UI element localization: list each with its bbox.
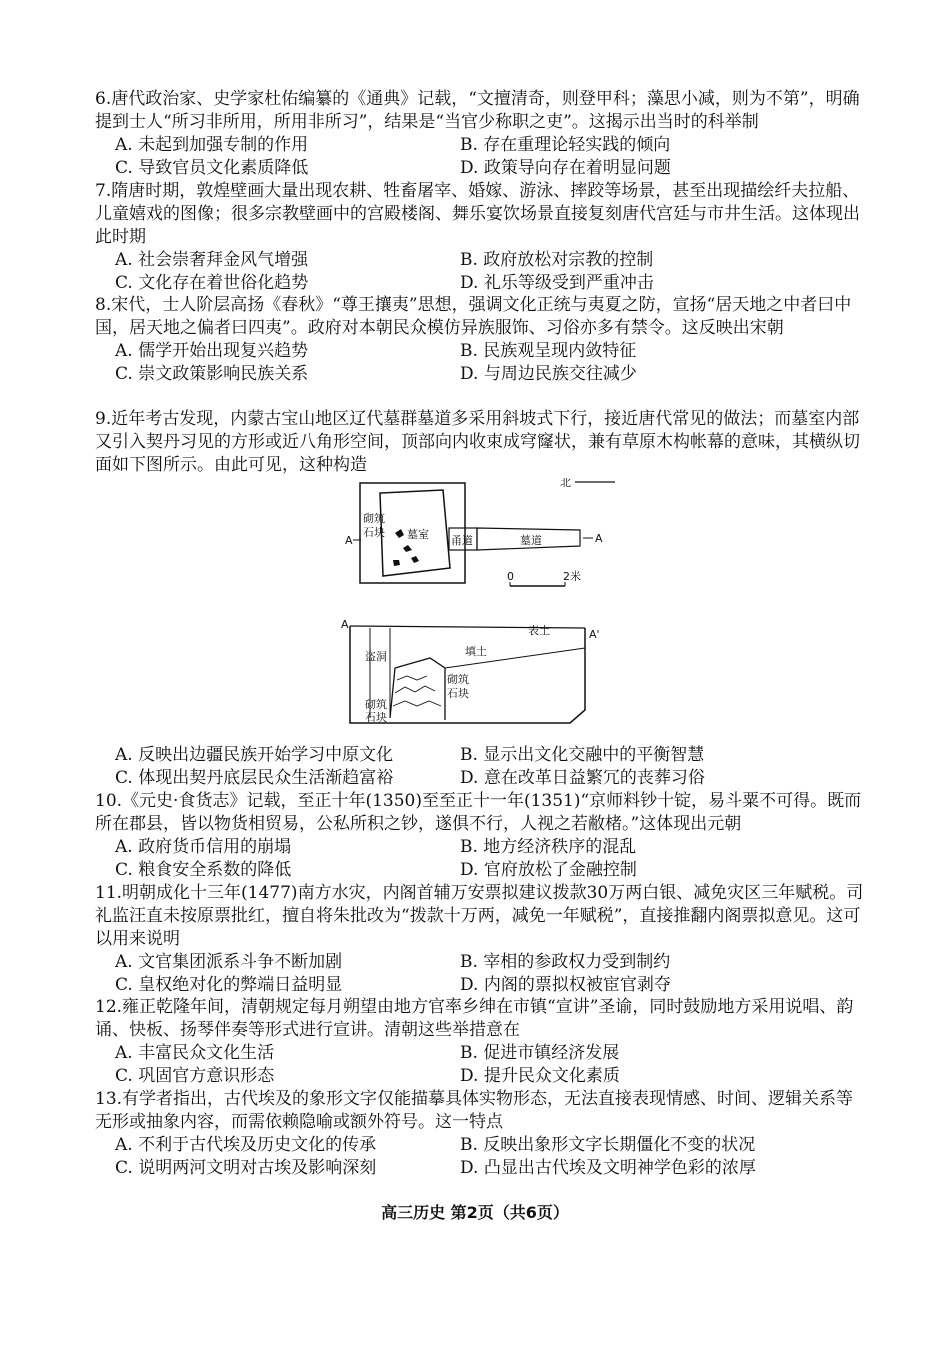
plan-passage-label: 墓道	[520, 534, 542, 547]
plan-corridor-label: 甬道	[451, 534, 473, 547]
option-d: D. 与周边民族交往减少	[460, 364, 637, 384]
question-13	[95, 1088, 865, 1180]
section-brick-label-4: 石块	[365, 711, 387, 724]
section-stone-blocks	[393, 676, 441, 706]
scale-0: 0	[507, 570, 514, 583]
options	[115, 836, 865, 882]
options	[115, 249, 865, 295]
question-10	[95, 790, 865, 882]
option-b: B. 显示出文化交融中的平衡智慧	[460, 745, 705, 765]
option-c: C. 导致官员文化素质降低	[115, 158, 309, 178]
option-c: C. 体现出契丹底层民众生活渐趋富裕	[115, 768, 394, 788]
option-c: C. 文化存在着世俗化趋势	[115, 273, 309, 293]
option-d: D. 官府放松了金融控制	[460, 860, 637, 880]
option-a: A. 丰富民众文化生活	[115, 1043, 275, 1063]
option-b: B. 民族观呈现内敛特征	[460, 341, 637, 361]
option-b: B. 政府放松对宗教的控制	[460, 250, 654, 270]
question-9-options	[95, 744, 865, 790]
north-label: 北	[560, 478, 571, 489]
tomb-diagram-svg	[335, 478, 625, 748]
option-b: B. 反映出象形文字长期僵化不变的状况	[460, 1135, 756, 1155]
scale-2m: 2米	[563, 570, 581, 583]
question-6	[95, 88, 865, 180]
question-7	[95, 180, 865, 295]
option-a: A. 社会崇奢拜金风气增强	[115, 250, 309, 270]
option-d: D. 意在改革日益繁冗的丧葬习俗	[460, 768, 705, 788]
question-12	[95, 996, 865, 1088]
section-fill-label: 填土	[465, 645, 487, 658]
option-c: C. 崇文政策影响民族关系	[115, 364, 309, 384]
option-c: C. 粮食安全系数的降低	[115, 860, 292, 880]
question-stem: 12.雍正乾隆年间，清朝规定每月朔望由地方官率乡绅在市镇“宣讲”圣谕，同时鼓励地方采用说唱、韵诵、快板、扬琴伴奏等形式进行宣讲。清朝这些举措意在	[95, 997, 854, 1040]
option-d: D. 内阁的票拟权被宦官剥夺	[460, 975, 671, 995]
option-a: A. 文官集团派系斗争不断加剧	[115, 952, 343, 972]
question-8	[95, 294, 865, 386]
option-a: A. 政府货币信用的崩塌	[115, 837, 292, 857]
question-11	[95, 882, 865, 997]
question-stem: 10.《元史·食货志》记载，至正十年(1350)至至正十一年(1351)“京师料钞十锭，易斗粟不可得。既而所在郡县，皆以物货相贸易，公私所积之钞，遂俱不行，人视之若敝楮。”这体现出元朝	[95, 791, 862, 834]
option-a: A. 反映出边疆民族开始学习中原文化	[115, 745, 394, 765]
option-b: B. 存在重理论轻实践的倾向	[460, 135, 671, 155]
question-stem: 9.近年考古发现，内蒙古宝山地区辽代墓群墓道多采用斜坡式下行，接近唐代常见的做法；而墓室内部又引入契丹习见的方形或近八角形空间，顶部向内收束成穹窿状，兼有草原木构帐幕的意味，其横纵切面如下图所示。由此可见，这种构造	[95, 409, 860, 475]
option-a: A. 未起到加强专制的作用	[115, 135, 309, 155]
plan-a-left: A	[345, 534, 353, 547]
options	[115, 1042, 865, 1088]
question-stem: 7.隋唐时期，敦煌壁画大量出现农耕、牲畜屠宰、婚嫁、游泳、摔跤等场景，甚至出现描绘纤夫拉船、儿童嬉戏的图像；很多宗教壁画中的宫殿楼阁、舞乐宴饮场景直接复刻唐代宫廷与市井生活。这体现出此时期	[95, 181, 860, 247]
plan-chamber-label: 墓室	[407, 528, 429, 541]
option-a: A. 不利于古代埃及历史文化的传承	[115, 1135, 377, 1155]
option-b: B. 促进市镇经济发展	[460, 1043, 620, 1063]
section-a-prime-label: A'	[589, 628, 600, 641]
section-brick-label-1: 砌筑	[447, 673, 469, 686]
option-c: C. 巩固官方意识形态	[115, 1066, 275, 1086]
question-stem: 6.唐代政治家、史学家杜佑编纂的《通典》记载，“文擅清奇，则登甲科；藻思小减，则为不第”，明确提到士人“所习非所用，所用非所习”，结果是“当官少称职之吏”。这揭示出当时的科举制	[95, 89, 860, 132]
section-brick-label-3: 砌筑	[365, 698, 387, 711]
option-c: C. 皇权绝对化的弊端日益明显	[115, 975, 343, 995]
option-b: B. 宰相的参政权力受到制约	[460, 952, 671, 972]
options	[115, 744, 865, 790]
option-c: C. 说明两河文明对古埃及影响深刻	[115, 1158, 377, 1178]
question-stem: 13.有学者指出，古代埃及的象形文字仅能描摹具体实物形态，无法直接表现情感、时间、逻辑关系等无形或抽象内容，而需依赖隐喻或额外符号。这一特点	[95, 1089, 854, 1132]
options	[115, 951, 865, 997]
section-a-label: A	[341, 618, 349, 631]
option-a: A. 儒学开始出现复兴趋势	[115, 341, 309, 361]
option-d: D. 凸显出古代埃及文明神学色彩的浓厚	[460, 1158, 756, 1178]
options	[115, 1134, 865, 1180]
option-d: D. 礼乐等级受到严重冲击	[460, 273, 654, 293]
question-9	[95, 408, 865, 477]
question-stem: 11.明朝成化十三年(1477)南方水灾，内阁首辅万安票拟建议拨款30万两白银、减免灾区三年赋税。司礼监汪直未按原票批红，擅自将朱批改为“拨款十万两，减免一年赋税”，直接推翻内阁票拟意见。这可以用来说明	[95, 883, 864, 949]
option-d: D. 政策导向存在着明显问题	[460, 158, 671, 178]
plan-a-right: A	[595, 532, 603, 545]
section-topsoil-label: 表土	[528, 624, 550, 637]
options	[115, 340, 865, 386]
page-footer: 高三历史 第2页（共6页）	[381, 1203, 569, 1222]
options	[115, 134, 865, 180]
question-stem: 8.宋代，士人阶层高扬《春秋》“尊王攘夷”思想，强调文化正统与夷夏之防，宣扬“居天地之中者曰中国，居天地之偏者曰四夷”。政府对本朝民众模仿异族服饰、习俗亦多有禁令。这反映出宋朝	[95, 295, 852, 338]
plan-brick-label-2: 石块	[363, 526, 385, 539]
plan-brick-label-1: 砌筑	[363, 512, 385, 525]
section-vault	[390, 658, 445, 720]
option-b: B. 地方经济秩序的混乱	[460, 837, 637, 857]
section-robbery-hole-label: 盗洞	[365, 650, 387, 663]
section-brick-label-2: 石块	[447, 687, 469, 700]
tomb-diagram	[335, 478, 625, 748]
option-d: D. 提升民众文化素质	[460, 1066, 620, 1086]
